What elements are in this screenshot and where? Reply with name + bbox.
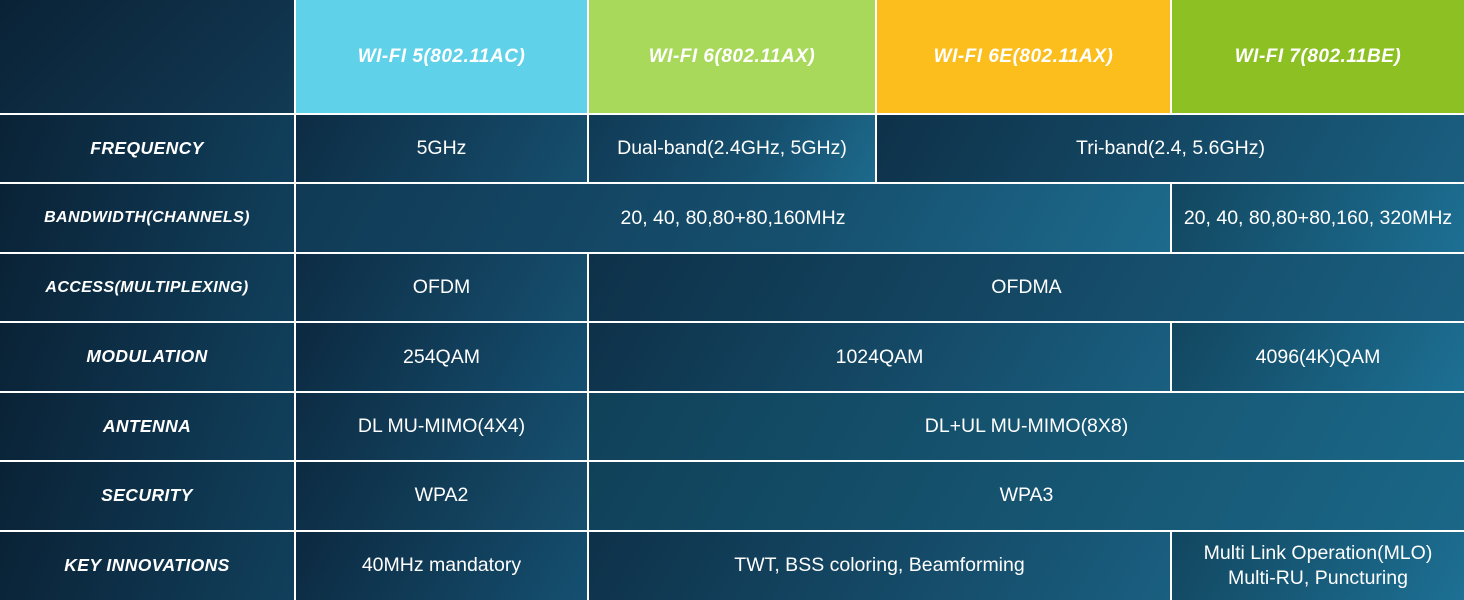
- table-header-row: [0, 0, 1464, 114]
- row-label-access: ACCESS(MULTIPLEXING): [0, 253, 295, 322]
- table-corner-cell: [0, 0, 295, 114]
- row-label-bandwidth: BANDWIDTH(CHANNELS): [0, 183, 295, 252]
- column-header-wifi6e: WI-FI 6E(802.11AX): [876, 0, 1171, 114]
- column-header-wifi5: WI-FI 5(802.11AC): [295, 0, 588, 114]
- cell-key-innovations-wifi6-6e: TWT, BSS coloring, Beamforming: [588, 531, 1171, 600]
- row-label-frequency: FREQUENCY: [0, 114, 295, 183]
- table-row-frequency: [0, 114, 1464, 183]
- row-label-antenna: ANTENNA: [0, 392, 295, 461]
- table-row-modulation: [0, 322, 1464, 391]
- table-row-key-innovations: [0, 531, 1464, 600]
- column-header-wifi6: WI-FI 6(802.11AX): [588, 0, 876, 114]
- cell-antenna-wifi6-6e-7: DL+UL MU-MIMO(8X8): [588, 392, 1464, 461]
- cell-access-wifi6-6e-7: OFDMA: [588, 253, 1464, 322]
- cell-key-innovations-wifi5: 40MHz mandatory: [295, 531, 588, 600]
- cell-bandwidth-wifi5-6-6e: 20, 40, 80,80+80,160MHz: [295, 183, 1171, 252]
- cell-antenna-wifi5: DL MU-MIMO(4X4): [295, 392, 588, 461]
- cell-security-wifi6-6e-7: WPA3: [588, 461, 1464, 530]
- cell-frequency-wifi6: Dual-band(2.4GHz, 5GHz): [588, 114, 876, 183]
- cell-modulation-wifi7: 4096(4K)QAM: [1171, 322, 1464, 391]
- cell-modulation-wifi6-6e: 1024QAM: [588, 322, 1171, 391]
- row-label-security: SECURITY: [0, 461, 295, 530]
- row-label-modulation: MODULATION: [0, 322, 295, 391]
- cell-access-wifi5: OFDM: [295, 253, 588, 322]
- cell-security-wifi5: WPA2: [295, 461, 588, 530]
- cell-bandwidth-wifi7: 20, 40, 80,80+80,160, 320MHz: [1171, 183, 1464, 252]
- column-header-wifi7: WI-FI 7(802.11BE): [1171, 0, 1464, 114]
- cell-modulation-wifi5: 254QAM: [295, 322, 588, 391]
- cell-key-innovations-wifi7: Multi Link Operation(MLO) Multi-RU, Puncturing: [1171, 531, 1464, 600]
- row-label-key-innovations: KEY INNOVATIONS: [0, 531, 295, 600]
- cell-frequency-wifi5: 5GHz: [295, 114, 588, 183]
- table-row-bandwidth: [0, 183, 1464, 252]
- cell-frequency-wifi6e-wifi7: Tri-band(2.4, 5.6GHz): [876, 114, 1464, 183]
- table-row-security: [0, 461, 1464, 530]
- table-row-antenna: [0, 392, 1464, 461]
- table-row-access: [0, 253, 1464, 322]
